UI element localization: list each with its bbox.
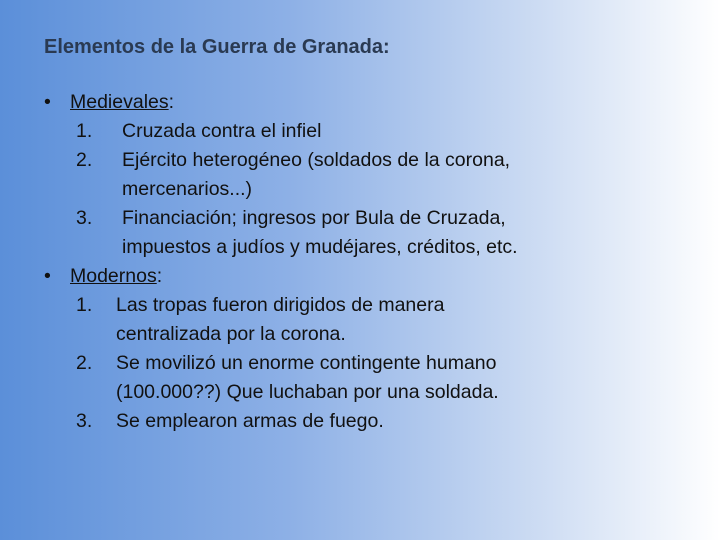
item-number: 1.: [76, 294, 93, 316]
item-text: Se emplearon armas de fuego.: [116, 410, 384, 432]
item-text-continuation: (100.000??) Que luchaban por una soldada.: [116, 381, 499, 403]
item-text: Las tropas fueron dirigidos de manera: [116, 294, 445, 316]
slide-content: [44, 88, 694, 436]
list-item: [44, 349, 694, 407]
bullet-medievales: [44, 88, 694, 117]
bullet-modernos: [44, 262, 694, 291]
list-item: [44, 117, 694, 146]
list-item: [44, 407, 694, 436]
heading-colon: :: [156, 265, 163, 287]
item-number: 2.: [76, 149, 93, 171]
item-number: 3.: [76, 207, 93, 229]
item-text-continuation: mercenarios...): [122, 178, 253, 200]
bullet-dot: •: [44, 91, 51, 113]
item-number: 3.: [76, 410, 93, 432]
section-heading-medievales: Medievales: [70, 91, 169, 113]
item-text: Cruzada contra el infiel: [122, 120, 322, 142]
list-item: [44, 291, 694, 349]
item-number: 1.: [76, 120, 93, 142]
bullet-dot: •: [44, 265, 51, 287]
item-text: Se movilizó un enorme contingente humano: [116, 352, 497, 374]
item-text: Financiación; ingresos por Bula de Cruzada,: [122, 207, 506, 229]
numbered-list-modernos: [44, 291, 694, 436]
section-heading-modernos: Modernos: [70, 265, 157, 287]
slide-title: Elementos de la Guerra de Granada:: [44, 36, 390, 58]
heading-colon: :: [168, 91, 175, 113]
numbered-list-medievales: [44, 117, 694, 262]
item-text-continuation: centralizada por la corona.: [116, 323, 346, 345]
item-number: 2.: [76, 352, 93, 374]
list-item: [44, 146, 694, 204]
item-text-continuation: impuestos a judíos y mudéjares, créditos, etc.: [122, 236, 518, 258]
list-item: [44, 204, 694, 262]
item-text: Ejército heterogéneo (soldados de la corona,: [122, 149, 511, 171]
